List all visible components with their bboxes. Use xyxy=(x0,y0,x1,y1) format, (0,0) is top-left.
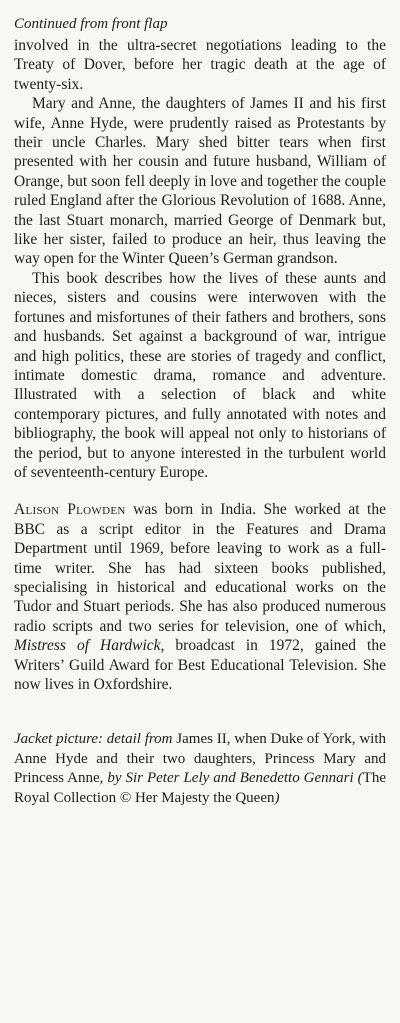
painter-credit: by Sir Peter Lely and Benedetto Gennari ( xyxy=(103,770,363,787)
painting-title: James II, when Duke of York, with Anne Hyde and their two daughters, Princess Mary and Princess Anne, xyxy=(14,731,387,787)
paragraph-1: involved in the ultra-secret negotiations leading to the Treaty of Dover, before her tragic death at the age of twenty-six. xyxy=(14,37,386,93)
author-name: Alison Plowden xyxy=(14,501,126,519)
paragraph-2: Mary and Anne, the daughters of James II and his first wife, Anne Hyde, were prudently raised as Protestants by their uncle Charles. Mary shed bitter tears when first presented with her cousin and future husband, William of Orange, but soon fell deeply in love and together the couple ruled England after the Glorious Revolution of 1688. Anne, the last Stuart monarch, married George of Denmark but, like her sister, failed to produce an heir, thus leaving the way open for the Winter Queen’s German grandson. xyxy=(14,95,386,268)
collection-credit: The Royal Collection © Her Majesty the Queen xyxy=(14,770,386,806)
credit-close: ) xyxy=(274,789,280,806)
bio-text-2: broadcast in 1972, gained the Writers’ Guild Award for Best Educational Television. She now lives in Oxfordshire. xyxy=(14,637,386,693)
jacket-picture-credit xyxy=(14,730,386,808)
paragraph-3: This book describes how the lives of these aunts and nieces, sisters and cousins were interwoven with the fortunes and misfortunes of their fathers and brothers, sons and husbands. Set against a background of war, intrigue and high politics, these are stories of tragedy and conflict, intimate domestic drama, romance and adventure. Illustrated with a selection of black and white contemporary pictures, and fully annotated with notes and bibliography, the book will appeal not only to historians of the period, but to anyone interested in the turbulent world of seventeenth-century Europe. xyxy=(14,269,386,481)
bio-book-title: Mistress of Hardwick, xyxy=(14,637,165,655)
jacket-label: Jacket picture: detail from xyxy=(14,731,177,748)
author-biography xyxy=(14,500,386,694)
flap-body-text xyxy=(14,36,386,482)
continued-header: Continued from front flap xyxy=(14,16,168,32)
bio-text-1: was born in India. She worked at the BBC as a script editor in the Features and Drama Department until 1969, before leaving to work as a full-time writer. She has had sixteen books published, specialising in historical and educational works on the Tudor and Stuart periods. She has also produced numerous radio scripts and two series for television, one of which, xyxy=(14,501,386,635)
